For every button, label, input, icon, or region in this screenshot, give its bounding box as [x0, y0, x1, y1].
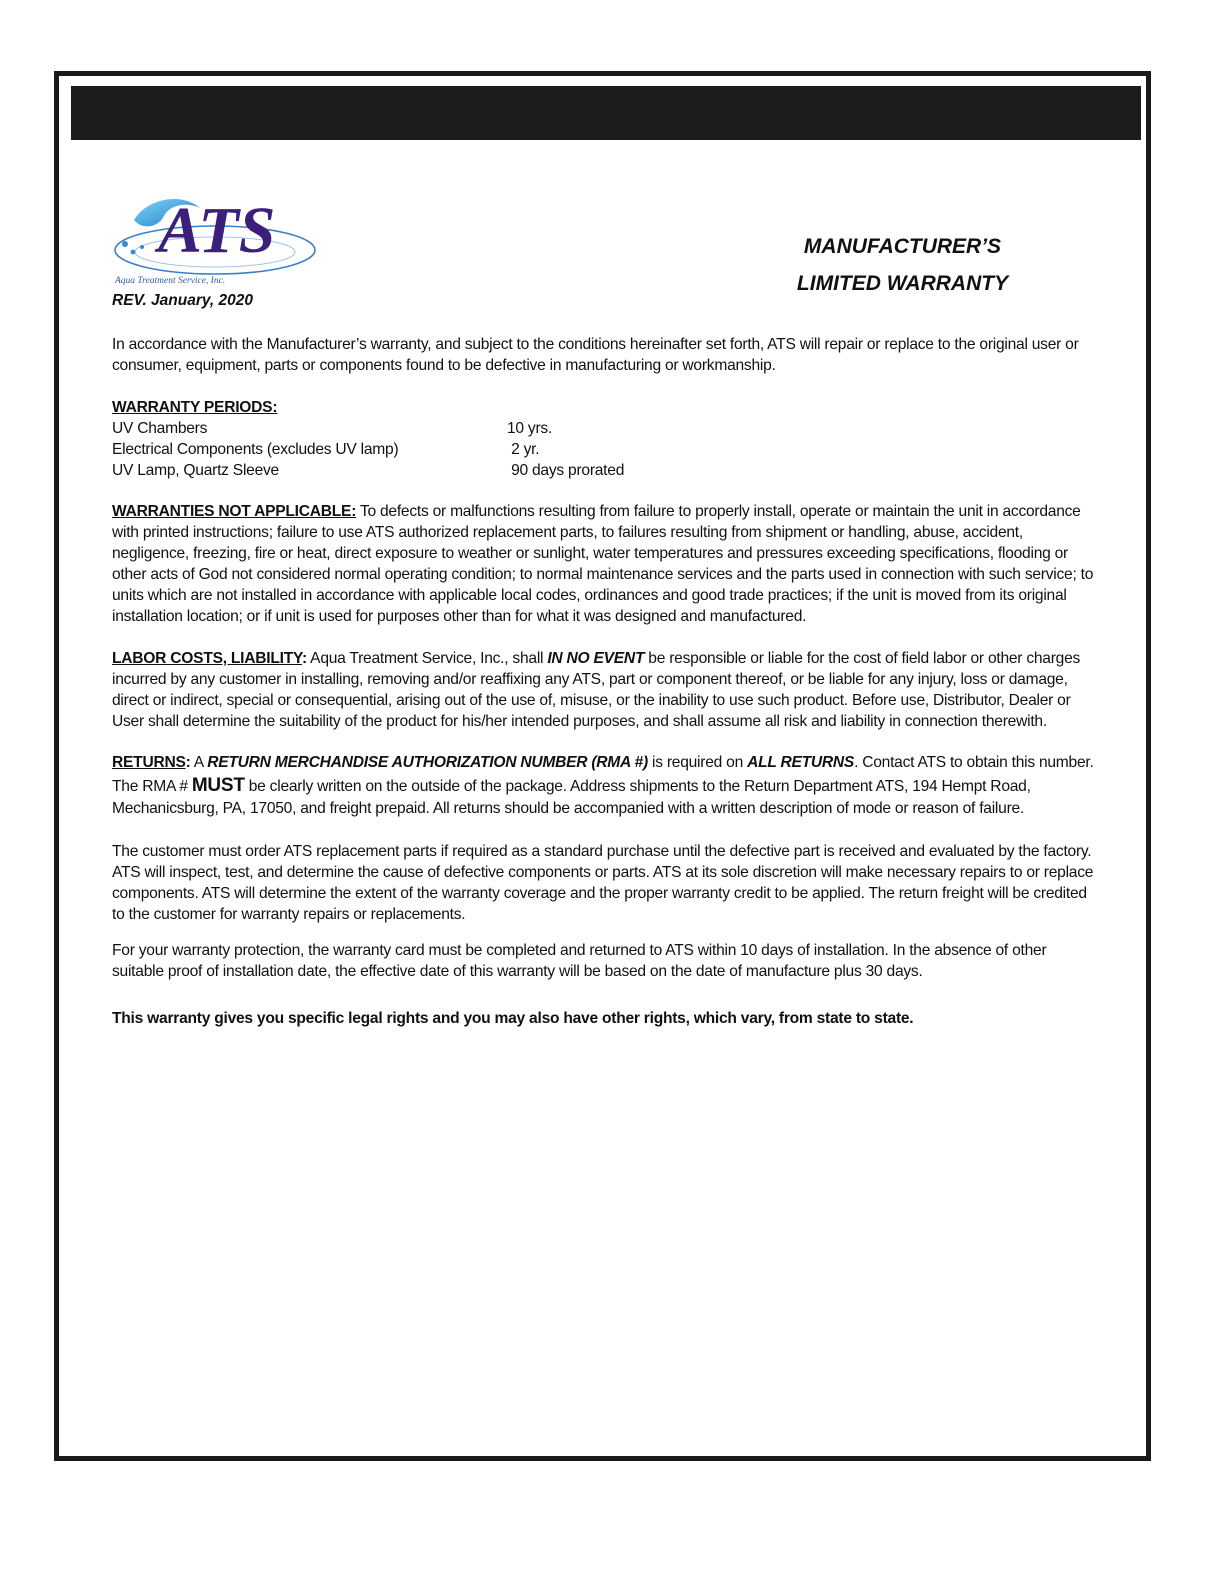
period-duration: 10 yrs. — [507, 420, 553, 437]
not-applicable-heading: WARRANTIES NOT APPLICABLE: — [112, 503, 357, 520]
svg-text:ATS: ATS — [158, 194, 276, 267]
returns-text-c: . Contact ATS to obtain this number. The RMA # — [112, 754, 1094, 795]
labor-text-before: Aqua Treatment Service, Inc., shall — [306, 650, 548, 667]
returns-paragraph — [112, 752, 1102, 821]
not-applicable-text: To defects or malfunctions resulting from failure to properly install, operate or maintain the unit in accordance with printed instructions; failure to use ATS authorized replacement parts, to failures resulting from shipment or handling, abuse, accident, negligence, freezing, fire or heat, direct exposure to weather or sunlight, water temperatures and pressures exceeding specifications, flooding or other acts of God not considered normal operating condition; to normal maintenance services and the parts used in connection with such service; to units which are not installed in accordance with applicable local codes, ordinances and good trade practices; if the unit is moved from its original installation location; or if unit is used for purposes other than for what it was designed and manufactured. — [112, 503, 1094, 625]
returns-heading: RETURNS — [112, 754, 186, 771]
period-duration: 2 yr. — [507, 441, 540, 458]
returns-text-b: is required on — [647, 754, 748, 771]
not-applicable-paragraph — [112, 501, 1102, 627]
page-title — [760, 228, 1045, 302]
logo-tagline: Aqua Treatment Service, Inc. — [115, 276, 226, 286]
warranty-period-row — [112, 418, 1102, 439]
warranty-card-paragraph: For your warranty protection, the warranty card must be completed and returned to ATS within 10 days of installation. In the absence of other suitable proof of installation date, the effective date of this warranty will be based on the date of manufacture plus 30 days. — [112, 942, 1047, 980]
labor-emphasis: IN NO EVENT — [547, 650, 645, 667]
returns-text-a: A — [190, 754, 208, 771]
labor-liability-heading: LABOR COSTS, LIABILITY — [112, 650, 302, 667]
period-duration: 90 days prorated — [507, 462, 625, 479]
warranty-period-row — [112, 460, 1102, 481]
warranty-periods-heading: WARRANTY PERIODS: — [112, 399, 278, 416]
labor-text-after: be responsible or liable for the cost of field labor or other charges incurred by any customer in installing, removing and/or reaffixing any ATS, part or component thereof, or be liable for any injury, loss or damage, direct or indirect, special or consequential, arising out of the use of, misuse, or the inability to use such product. Before use, Distributor, Dealer or User shall determine the suitability of the product for his/her intended purposes, and shall assume all risk and liability in connection therewith. — [112, 650, 1081, 730]
labor-colon: : — [302, 650, 307, 667]
period-item: UV Lamp, Quartz Sleeve — [112, 462, 279, 479]
title-line-1: MANUFACTURER’S — [803, 235, 1002, 258]
period-item: Electrical Components (excludes UV lamp) — [112, 441, 399, 458]
warranty-period-row — [112, 439, 1102, 460]
rma-label: RETURN MERCHANDISE AUTHORIZATION NUMBER (RMA #) — [207, 754, 648, 771]
intro-paragraph: In accordance with the Manufacturer’s warranty, and subject to the conditions hereinafter set forth, ATS will repair or replace to the original user or consumer, equipment, parts or components found to be defective in manufacturing or workmanship. — [112, 336, 1079, 374]
replacement-parts-paragraph: The customer must order ATS replacement parts if required as a standard purchase until the defective part is received and evaluated by the factory. ATS will inspect, test, and determine the cause of defective components or parts. ATS at its sole discretion will make necessary repairs to or replace components. ATS will determine the extent of the warranty coverage and the proper warranty credit to be applied. The return freight will be credited to the customer for warranty repairs or replacements. — [112, 843, 1094, 923]
company-logo — [112, 190, 327, 290]
all-returns-label: ALL RETURNS — [747, 754, 855, 771]
must-label: MUST — [191, 774, 245, 796]
header-bar — [71, 86, 1141, 140]
warranty-periods-section — [112, 397, 1102, 481]
title-line-2: LIMITED WARRANTY — [796, 272, 1009, 295]
revision-date: REV. January, 2020 — [112, 292, 254, 309]
closing-statement: This warranty gives you specific legal rights and you may also have other rights, which vary, from state to state. — [112, 1010, 914, 1027]
returns-colon: : — [185, 754, 191, 771]
period-item: UV Chambers — [112, 420, 208, 437]
ats-logo-icon — [112, 190, 327, 290]
labor-liability-paragraph — [112, 648, 1102, 732]
returns-text-d: be clearly written on the outside of the package. Address shipments to the Return Department ATS, 194 Hempt Road, Mechanicsburg, PA, 17050, and freight prepaid. All returns should be accompanied with a written description of mode or reason of failure. — [112, 777, 1031, 817]
